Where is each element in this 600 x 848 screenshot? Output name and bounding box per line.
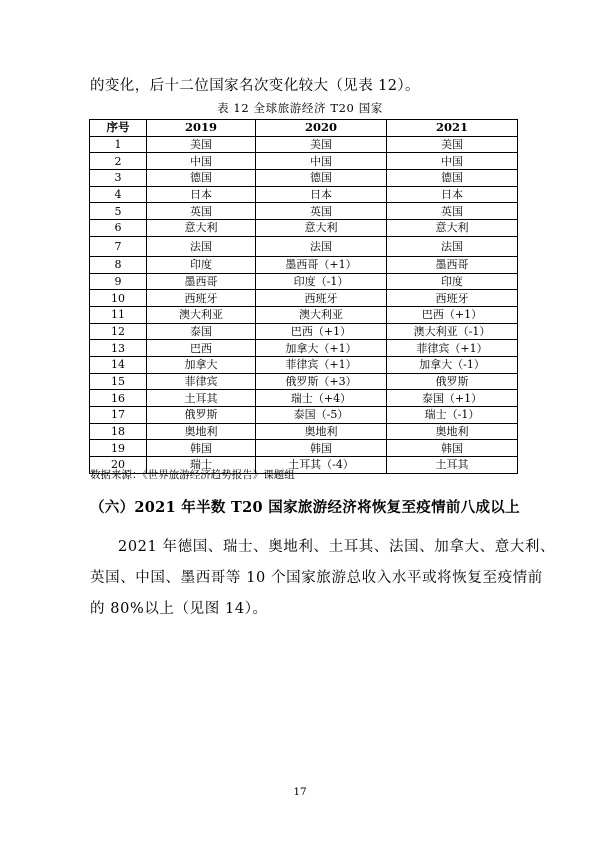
cell-2021: 土耳其 [387,457,518,474]
header-2019: 2019 [147,120,256,137]
rank-cell: 13 [90,340,147,357]
cell-2020: 韩国 [256,440,387,457]
table-row [90,236,518,256]
cell-2019: 意大利 [147,220,256,237]
cell-2020: 瑞士（+4） [256,390,387,407]
table-row [90,153,518,170]
cell-2020: 德国 [256,170,387,187]
rank-cell: 4 [90,186,147,203]
cell-2021: 印度 [387,273,518,290]
cell-2019: 土耳其 [147,390,256,407]
cell-2020: 墨西哥（+1） [256,256,387,273]
cell-2021: 西班牙 [387,290,518,307]
header-rank: 序号 [90,120,147,137]
table-row [90,290,518,307]
cell-2021: 美国 [387,136,518,153]
cell-2020: 法国 [256,236,387,256]
rank-cell: 3 [90,170,147,187]
rank-cell: 20 [90,457,147,474]
rank-cell: 14 [90,356,147,373]
cell-2020: 加拿大（+1） [256,340,387,357]
table-row [90,423,518,440]
rank-cell: 2 [90,153,147,170]
cell-2021: 巴西（+1） [387,306,518,323]
cell-2021: 墨西哥 [387,256,518,273]
rank-cell: 16 [90,390,147,407]
rank-cell: 10 [90,290,147,307]
table-row [90,323,518,340]
table-row [90,203,518,220]
cell-2020: 奥地利 [256,423,387,440]
cell-2020: 英国 [256,203,387,220]
rank-cell: 9 [90,273,147,290]
table-row [90,306,518,323]
cell-2020: 俄罗斯（+3） [256,373,387,390]
cell-2019: 墨西哥 [147,273,256,290]
cell-2021: 加拿大（-1） [387,356,518,373]
header-2020: 2020 [256,120,387,137]
table-caption: 表 12 全球旅游经济 T20 国家 [217,101,383,115]
cell-2019: 瑞士 [147,457,256,474]
cell-2019: 英国 [147,203,256,220]
paragraph-line-1: 2021 年德国、瑞士、奥地利、土耳其、法国、加拿大、意大利、 [118,539,556,555]
table-row [90,440,518,457]
cell-2019: 德国 [147,170,256,187]
cell-2020: 日本 [256,186,387,203]
table-row [90,256,518,273]
paragraph-line-3: 的 80%以上（见图 14）。 [90,601,268,617]
table-row [90,170,518,187]
cell-2021: 中国 [387,153,518,170]
rank-cell: 8 [90,256,147,273]
cell-2019: 法国 [147,236,256,256]
intro-text: 的变化，后十二位国家名次变化较大（见表 12）。 [90,78,420,94]
cell-2020: 土耳其（-4） [256,457,387,474]
cell-2020: 美国 [256,136,387,153]
paragraph-line-2: 英国、中国、墨西哥等 10 个国家旅游总收入水平或将恢复至疫情前 [90,570,543,586]
t20-ranking-table [89,119,518,474]
cell-2021: 日本 [387,186,518,203]
rank-cell: 11 [90,306,147,323]
cell-2021: 德国 [387,170,518,187]
rank-cell: 6 [90,220,147,237]
table-row [90,186,518,203]
cell-2020: 意大利 [256,220,387,237]
rank-cell: 12 [90,323,147,340]
cell-2020: 澳大利亚 [256,306,387,323]
table-header-row [90,120,518,137]
cell-2020: 菲律宾（+1） [256,356,387,373]
rank-cell: 19 [90,440,147,457]
table-row [90,136,518,153]
rank-cell: 18 [90,423,147,440]
cell-2019: 奥地利 [147,423,256,440]
table-row [90,220,518,237]
cell-2019: 韩国 [147,440,256,457]
table-row [90,356,518,373]
section-heading: （六）2021 年半数 T20 国家旅游经济将恢复至疫情前八成以上 [90,499,520,516]
table-row [90,407,518,424]
cell-2020: 中国 [256,153,387,170]
source-note: 数据来源：《世界旅游经济趋势报告》课题组 [90,469,295,481]
rank-cell: 17 [90,407,147,424]
cell-2021: 英国 [387,203,518,220]
cell-2021: 韩国 [387,440,518,457]
cell-2019: 泰国 [147,323,256,340]
cell-2021: 澳大利亚（-1） [387,323,518,340]
cell-2019: 巴西 [147,340,256,357]
cell-2019: 菲律宾 [147,373,256,390]
page-number: 17 [293,786,307,798]
cell-2021: 泰国（+1） [387,390,518,407]
cell-2019: 印度 [147,256,256,273]
cell-2021: 意大利 [387,220,518,237]
rank-cell: 1 [90,136,147,153]
rank-cell: 5 [90,203,147,220]
header-2021: 2021 [387,120,518,137]
cell-2019: 美国 [147,136,256,153]
table-row [90,273,518,290]
cell-2021: 瑞士（-1） [387,407,518,424]
cell-2020: 巴西（+1） [256,323,387,340]
cell-2019: 中国 [147,153,256,170]
cell-2019: 西班牙 [147,290,256,307]
cell-2019: 俄罗斯 [147,407,256,424]
cell-2020: 西班牙 [256,290,387,307]
cell-2019: 日本 [147,186,256,203]
table-row [90,373,518,390]
cell-2020: 印度（-1） [256,273,387,290]
cell-2020: 泰国（-5） [256,407,387,424]
cell-2021: 俄罗斯 [387,373,518,390]
rank-cell: 15 [90,373,147,390]
rank-cell: 7 [90,236,147,256]
cell-2021: 奥地利 [387,423,518,440]
table-row [90,390,518,407]
cell-2021: 菲律宾（+1） [387,340,518,357]
cell-2019: 澳大利亚 [147,306,256,323]
cell-2019: 加拿大 [147,356,256,373]
table-row [90,340,518,357]
cell-2021: 法国 [387,236,518,256]
